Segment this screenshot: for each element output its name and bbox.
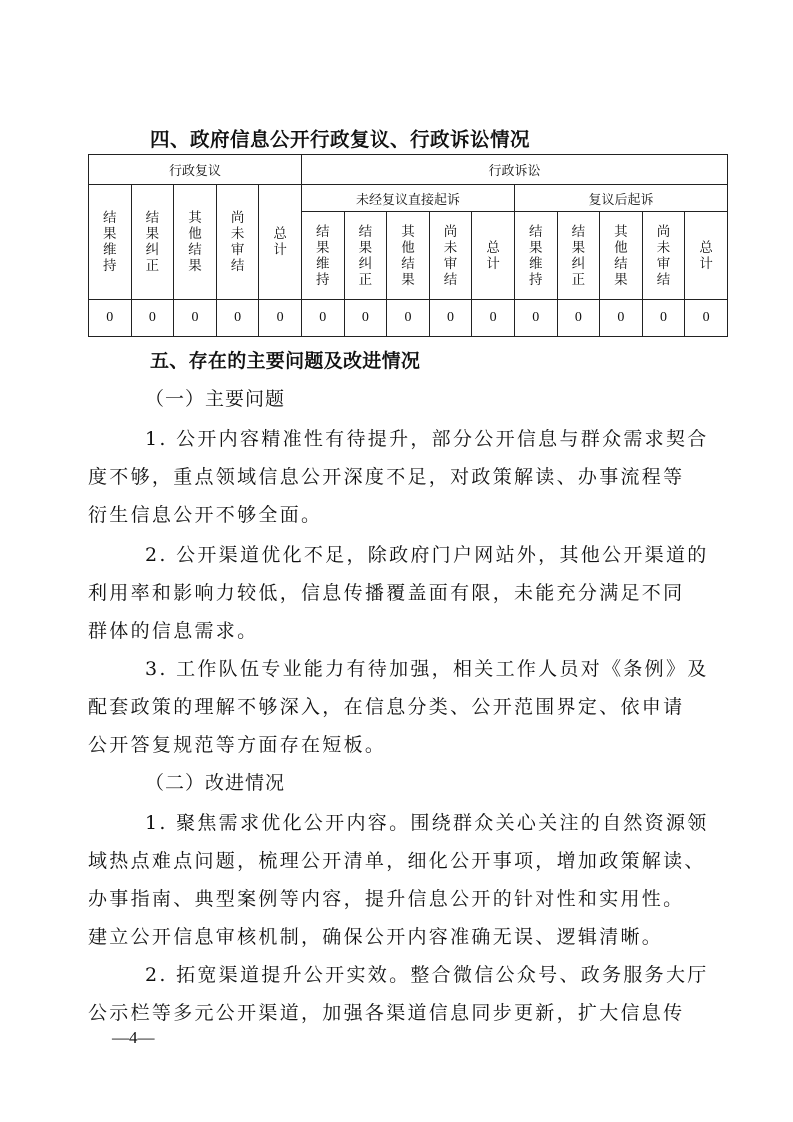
col-header: 结果纠正 [131,185,174,300]
admin-litigation-header: 行政诉讼 [301,155,727,185]
col-header: 尚未审结 [429,212,472,300]
cell-value: 0 [387,300,430,337]
paragraph-line: 2. 公开渠道优化不足，除政府门户网站外，其他公开渠道的 [145,544,709,566]
col-header: 尚未审结 [642,212,685,300]
cell-value: 0 [89,300,132,337]
col-header: 结果维持 [89,185,132,300]
after-review-litigation-header: 复议后起诉 [514,185,727,212]
col-header: 其他结果 [600,212,643,300]
cell-value: 0 [685,300,728,337]
paragraph-line: 公示栏等多元公开渠道，加强各渠道信息同步更新，扩大信息传 [88,1002,685,1024]
cell-value: 0 [472,300,515,337]
col-header: 结果纠正 [344,212,387,300]
section-5-title: 五、存在的主要问题及改进情况 [150,350,421,372]
page-number: —4— [112,1028,155,1047]
col-header: 总计 [259,185,302,300]
col-header: 结果维持 [514,212,557,300]
section-4-title: 四、政府信息公开行政复议、行政诉讼情况 [150,128,531,151]
subsection-heading: （一）主要问题 [145,388,286,410]
table-row [89,300,728,337]
admin-review-header: 行政复议 [89,155,302,185]
paragraph-line: 公开答复规范等方面存在短板。 [88,734,387,756]
paragraph-line: 衍生信息公开不够全面。 [88,504,323,526]
col-header: 结果纠正 [557,212,600,300]
col-header: 总计 [472,212,515,300]
cell-value: 0 [174,300,217,337]
paragraph-line: 建立公开信息审核机制，确保公开内容准确无误、逻辑清晰。 [88,926,664,948]
cell-value: 0 [344,300,387,337]
paragraph-line: 2. 拓宽渠道提升公开实效。整合微信公众号、政务服务大厅 [145,964,709,986]
cell-value: 0 [301,300,344,337]
col-header: 其他结果 [387,212,430,300]
cell-value: 0 [600,300,643,337]
cell-value: 0 [557,300,600,337]
cell-value: 0 [429,300,472,337]
paragraph-line: 利用率和影响力较低，信息传播覆盖面有限，未能充分满足不同 [88,582,685,604]
paragraph-line: 办事指南、典型案例等内容，提升信息公开的针对性和实用性。 [88,888,685,910]
col-header: 总计 [685,212,728,300]
cell-value: 0 [642,300,685,337]
col-header: 尚未审结 [216,185,259,300]
col-header: 其他结果 [174,185,217,300]
paragraph-line: 1. 聚焦需求优化公开内容。围绕群众关心关注的自然资源领 [145,812,709,834]
review-litigation-table [88,154,728,337]
paragraph-line: 度不够，重点领域信息公开深度不足，对政策解读、办事流程等 [88,466,685,488]
cell-value: 0 [131,300,174,337]
paragraph-line: 群体的信息需求。 [88,620,259,642]
paragraph-line: 域热点难点问题，梳理公开清单，细化公开事项，增加政策解读、 [88,850,706,872]
paragraph-line: 3. 工作队伍专业能力有待加强，相关工作人员对《条例》及 [145,658,709,680]
paragraph-line: 1. 公开内容精准性有待提升，部分公开信息与群众需求契合 [145,428,709,450]
cell-value: 0 [514,300,557,337]
cell-value: 0 [216,300,259,337]
direct-litigation-header: 未经复议直接起诉 [301,185,514,212]
subsection-heading: （二）改进情况 [145,772,286,794]
cell-value: 0 [259,300,302,337]
col-header: 结果维持 [301,212,344,300]
paragraph-line: 配套政策的理解不够深入，在信息分类、公开范围界定、依申请 [88,696,685,718]
